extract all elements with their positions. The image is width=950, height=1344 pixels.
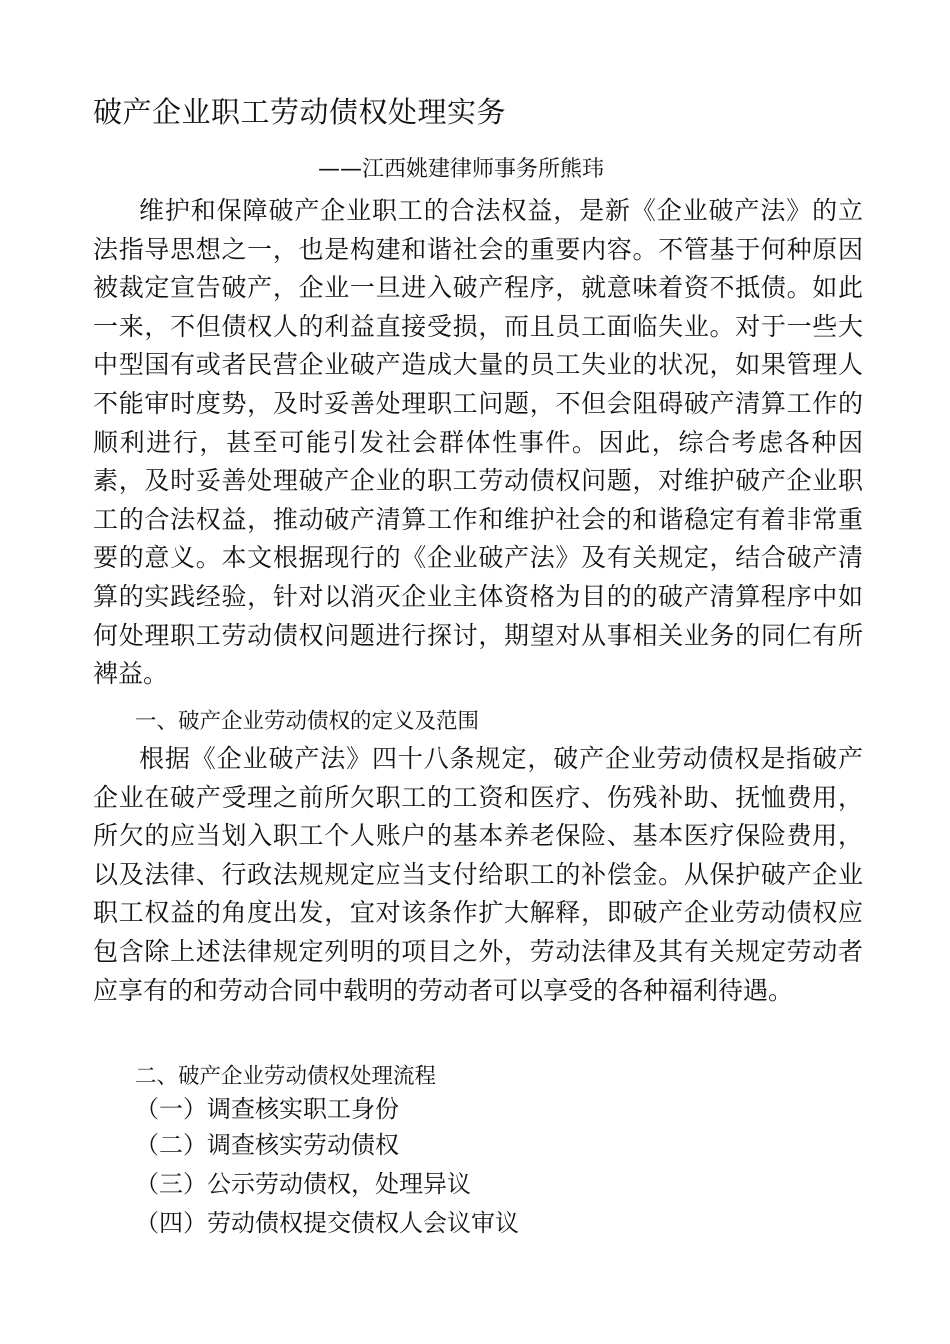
subsection-heading: （三）公示劳动债权，处理异议 [135,1170,471,1198]
section-heading-definition: 一、破产企业劳动债权的定义及范围 [135,709,480,734]
subsection-heading: （一）调查核实职工身份 [135,1095,399,1123]
definition-paragraph: 根据《企业破产法》四十八条规定，破产企业劳动债权是指破产企业在破产受理之前所欠职工的工资和医疗、伤残补助、抚恤费用，所欠的应当划入职工个人账户的基本养老保险、基本医疗保险费用，以及法律、行政法规规定应当支付给职工的补偿金。从保护破产企业职工权益的角度出发，宜对该条作扩大解释，即破产企业劳动债权应包含除上述法律规定列明的项目之外，劳动法律及其有关规定劳动者应享有的和劳动合同中载明的劳动者可以享受的各种福利待遇。 [93,744,863,1005]
intro-paragraph: 维护和保障破产企业职工的合法权益，是新《企业破产法》的立法指导思想之一，也是构建和谐社会的重要内容。不管基于何种原因被裁定宣告破产，企业一旦进入破产程序，就意味着资不抵债。如此一来，不但债权人的利益直接受损，而且员工面临失业。对于一些大中型国有或者民营企业破产造成大量的员工失业的状况，如果管理人不能审时度势，及时妥善处理职工问题，不但会阻碍破产清算工作的顺利进行，甚至可能引发社会群体性事件。因此，综合考虑各种因素，及时妥善处理破产企业的职工劳动债权问题，对维护破产企业职工的合法权益，推动破产清算工作和维护社会的和谐稳定有着非常重要的意义。本文根据现行的《企业破产法》及有关规定，结合破产清算的实践经验，针对以消灭企业主体资格为目的的破产清算程序中如何处理职工劳动债权问题进行探讨，期望对从事相关业务的同仁有所裨益。 [93,196,863,689]
author-byline: ——江西姚建律师事务所熊玮 [318,157,605,182]
section-heading-process: 二、破产企业劳动债权处理流程 [135,1064,437,1089]
document-title: 破产企业职工劳动债权处理实务 [93,95,507,129]
subsection-heading: （二）调查核实劳动债权 [135,1131,399,1159]
subsection-heading: （四）劳动债权提交债权人会议审议 [135,1209,519,1237]
